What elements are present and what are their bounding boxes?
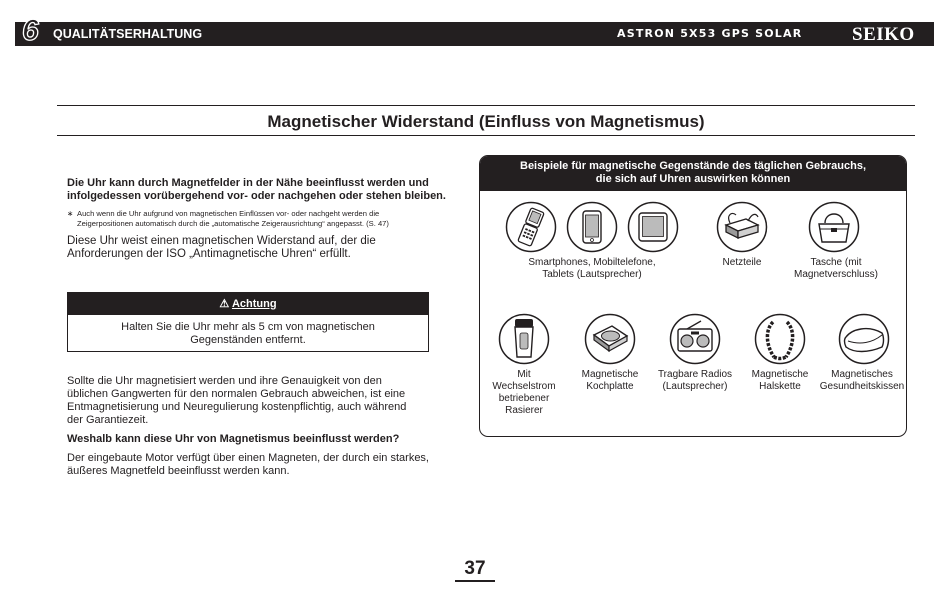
intro-line-2: infolgedessen vorübergehend vor- oder nachgehen oder stehen bleiben. — [67, 190, 446, 202]
answer-line-2: äußeres Magnetfeld beeinflusst werden kann. — [67, 465, 290, 477]
footnote — [67, 209, 437, 229]
warning-title: Achtung — [231, 298, 277, 310]
label-cooktop-line-1: Magnetische — [581, 369, 639, 380]
resist-line-1: Diese Uhr weist einen magnetischen Widerstand auf, der die — [67, 235, 376, 247]
label-pillow-line-2: Gesundheitskissen — [819, 381, 905, 392]
warning-icon: ⚠ — [219, 298, 230, 310]
label-smartphones — [508, 257, 676, 281]
label-necklace-line-1: Magnetische — [751, 369, 809, 380]
para-line-2: üblichen Gangwerten für den normalen Gebrauch abweichen, ist eine — [67, 388, 406, 400]
resist-line-2: Anforderungen der ISO „Antimagnetische Uhren“ erfüllt. — [67, 248, 351, 260]
label-razor-line-4: Rasierer — [505, 405, 543, 416]
para-line-1: Sollte die Uhr magnetisiert werden und ihre Genauigkeit von den — [67, 375, 382, 387]
answer-line-1: Der eingebaute Motor verfügt über einen Magneten, der durch ein starkes, — [67, 452, 429, 464]
label-bag-line-1: Tasche (mit — [810, 257, 862, 268]
label-razor-line-3: betriebener — [498, 393, 550, 404]
razor-icon — [498, 313, 550, 365]
label-pillow-line-1: Magnetisches — [831, 369, 893, 380]
label-bag-line-2: Magnetverschluss) — [794, 269, 878, 280]
title-rule-top — [57, 105, 915, 106]
bag-icon — [808, 201, 860, 253]
para-line-3: Entmagnetisierung und Neuregulierung kostenpflichtig, auch während — [67, 401, 407, 413]
examples-heading-line-1: Beispiele für magnetische Gegenstände des täglichen Gebrauchs, — [520, 160, 866, 172]
warning-line-1: Halten Sie die Uhr mehr als 5 cm von magnetischen — [121, 321, 375, 333]
section-title: QUALITÄTSERHALTUNG — [53, 27, 203, 41]
brand-logo: SEIKO — [852, 24, 915, 45]
footnote-line-2: Zeigerpositionen automatisch durch die „automatische Zeigerausrichtung“ angepasst. (S. 47) — [77, 219, 389, 228]
label-razor-line-2: Wechselstrom — [492, 381, 556, 392]
footnote-line-1: Auch wenn die Uhr aufgrund von magnetischen Einflüssen vor- oder nachgeht werden die — [77, 209, 380, 218]
label-pillow — [818, 369, 906, 393]
label-cooktop-line-2: Kochplatte — [586, 381, 634, 392]
label-smartphones-line-2: Tablets (Lautsprecher) — [542, 269, 642, 280]
warning-header — [68, 293, 428, 315]
radio-icon — [669, 313, 721, 365]
pillow-icon — [838, 313, 890, 365]
footnote-marker: ∗ — [67, 209, 74, 218]
label-adapter-line-1: Netzteile — [722, 257, 762, 268]
label-adapter — [707, 257, 777, 269]
cooktop-icon — [584, 313, 636, 365]
label-bag — [784, 257, 888, 281]
label-necklace — [742, 369, 818, 393]
label-razor-line-1: Mit — [517, 369, 531, 380]
question-heading: Weshalb kann diese Uhr von Magnetismus beeinflusst werden? — [67, 433, 400, 445]
page-title: Magnetischer Widerstand (Einfluss von Magnetismus) — [267, 112, 705, 131]
label-radio-line-2: (Lautsprecher) — [662, 381, 728, 392]
para-line-4: der Garantiezeit. — [67, 414, 149, 426]
smartphone-icon — [566, 201, 618, 253]
label-cooktop — [570, 369, 650, 393]
intro-line-1: Die Uhr kann durch Magnetfelder in der Nähe beeinflusst werden und — [67, 177, 429, 189]
label-smartphones-line-1: Smartphones, Mobiltelefone, — [528, 257, 656, 268]
model-name: ASTRON 5X53 GPS SOLAR — [617, 27, 803, 40]
necklace-icon — [754, 313, 806, 365]
warning-line-2: Gegenständen entfernt. — [190, 334, 306, 346]
examples-heading-line-2: die sich auf Uhren auswirken können — [595, 173, 791, 185]
warning-body — [68, 315, 428, 347]
page-number: 37 — [455, 558, 495, 582]
title-rule-bottom — [57, 135, 915, 136]
tablet-icon — [627, 201, 679, 253]
chapter-number: 6 — [22, 14, 39, 47]
warning-box — [67, 292, 429, 352]
label-radio — [650, 369, 740, 393]
examples-heading — [480, 156, 906, 191]
flip-phone-icon — [505, 201, 557, 253]
label-radio-line-1: Tragbare Radios — [657, 369, 733, 380]
label-razor — [482, 369, 566, 417]
power-adapter-icon — [716, 201, 768, 253]
label-necklace-line-2: Halskette — [759, 381, 801, 392]
